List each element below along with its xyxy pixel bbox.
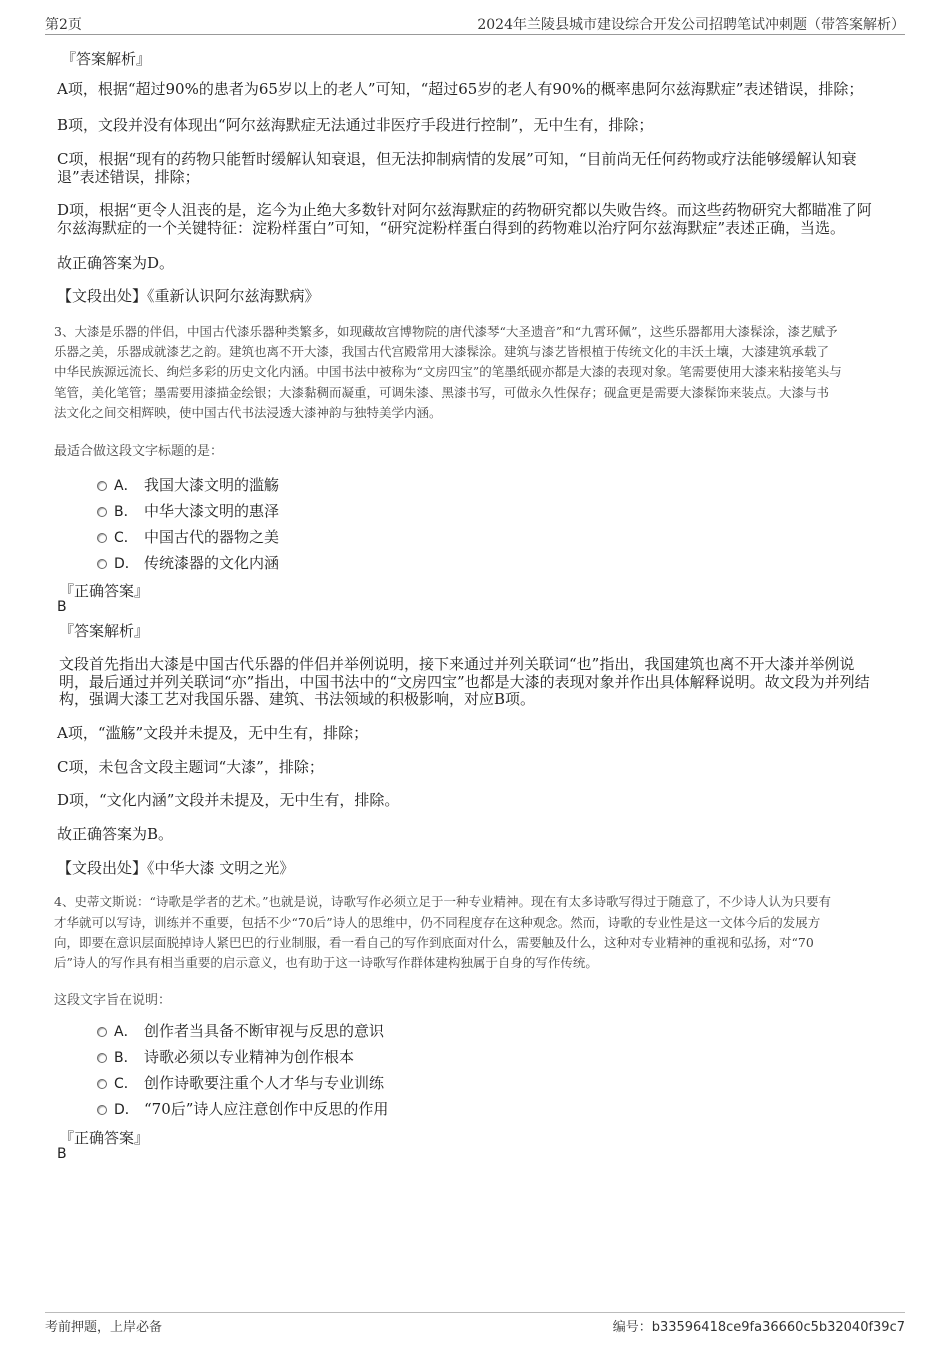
page-footer xyxy=(45,1312,905,1337)
correct-answer-label: 『正确答案』 xyxy=(59,1129,150,1147)
question-stem-line: 3、大漆是乐器的伴侣，中国古代漆乐器种类繁多，如现藏故宫博物院的唐代漆琴“大圣遗音”和“九霄环佩”，这些乐器都用大漆髹涂，漆艺赋予 xyxy=(54,324,838,339)
option-c[interactable]: C． 中国古代的器物之美 xyxy=(97,526,279,548)
radio-button[interactable] xyxy=(97,559,107,569)
radio-button[interactable] xyxy=(97,1053,107,1063)
document-code xyxy=(613,1316,905,1335)
radio-button[interactable] xyxy=(97,1027,107,1037)
analysis-label: 『答案解析』 xyxy=(61,50,152,68)
question-stem-line: 法文化之间交相辉映，使中国古代书法浸透大漆神韵与独特美学内涵。 xyxy=(54,405,442,420)
option-text: 传统漆器的文化内涵 xyxy=(144,554,280,572)
question-stem-line: 4、史蒂文斯说：“诗歌是学者的艺术。”也就是说，诗歌写作必须立足于一种专业精神。现在有太多诗歌写得过于随意了，不少诗人认为只要有 xyxy=(54,894,831,909)
option-text: “70后”诗人应注意创作中反思的作用 xyxy=(144,1100,389,1118)
option-text: 创作诗歌要注重个人才华与专业训练 xyxy=(144,1074,385,1092)
conclusion-line: 故正确答案为B。 xyxy=(57,825,174,843)
radio-button[interactable] xyxy=(97,507,107,517)
option-text: 中华大漆文明的惠泽 xyxy=(144,502,280,520)
radio-button[interactable] xyxy=(97,1105,107,1115)
option-b[interactable]: B． 中华大漆文明的惠泽 xyxy=(97,500,279,522)
option-text: 我国大漆文明的滥觞 xyxy=(144,476,280,494)
analysis-line: C项，根据“现有的药物只能暂时缓解认知衰退，但无法抑制病情的发展”可知，“目前尚无任何药物或疗法能够缓解认知衰 xyxy=(57,150,857,168)
correct-answer-label: 『正确答案』 xyxy=(59,582,150,600)
option-b[interactable]: B． 诗歌必须以专业精神为创作根本 xyxy=(97,1046,354,1068)
analysis-label: 『答案解析』 xyxy=(59,622,150,640)
option-a[interactable]: A． 我国大漆文明的滥觞 xyxy=(97,474,279,496)
question-stem-line: 乐器之美，乐器成就漆艺之韵。建筑也离不开大漆，我国古代宫殿常用大漆髹涂。建筑与漆艺皆根植于传统文化的丰沃土壤，大漆建筑承载了 xyxy=(54,344,830,359)
document-code-label: 编号： xyxy=(612,1320,652,1335)
radio-button[interactable] xyxy=(97,533,107,543)
option-a[interactable]: A． 创作者当具备不断审视与反思的意识 xyxy=(97,1020,384,1042)
question-stem-line: 中华民族源远流长、绚烂多彩的历史文化内涵。中国书法中被称为“文房四宝”的笔墨纸砚亦都是大漆的表现对象。笔需要使用大漆来粘接笔头与 xyxy=(54,364,842,379)
radio-button[interactable] xyxy=(97,1079,107,1089)
question-prompt: 最适合做这段文字标题的是： xyxy=(54,444,224,459)
option-text: 中国古代的器物之美 xyxy=(144,528,280,546)
source-citation: 【文段出处】《重新认识阿尔兹海默病》 xyxy=(57,287,320,305)
page-header xyxy=(45,12,905,35)
analysis-line: 尔兹海默症的一个关键特征：淀粉样蛋白”可知，“研究淀粉样蛋白得到的药物难以治疗阿尔兹海默症”表述正确，当选。 xyxy=(57,219,846,237)
option-text: 创作者当具备不断审视与反思的意识 xyxy=(144,1022,385,1040)
correct-answer: B xyxy=(57,599,67,615)
document-title: 2024年兰陵县城市建设综合开发公司招聘笔试冲刺题（带答案解析） xyxy=(477,17,905,33)
analysis-line: A项，“滥觞”文段并未提及，无中生有，排除； xyxy=(57,724,369,742)
source-citation: 【文段出处】《中华大漆 文明之光》 xyxy=(57,859,295,877)
analysis-line: 明，最后通过并列关联词“亦”指出，中国书法中的“文房四宝”也都是大漆的表现对象并作出具体解释说明。故文段为并列结 xyxy=(59,673,870,691)
analysis-line: C项，未包含文段主题词“大漆”，排除； xyxy=(57,758,324,776)
question-stem-line: 向，即要在意识层面脱掉诗人紧巴巴的行业制服，看一看自己的写作到底面对什么，需要触及什么，这种对专业精神的重视和弘扬，对“70 xyxy=(54,935,814,950)
option-d[interactable]: D． 传统漆器的文化内涵 xyxy=(97,552,279,574)
option-text: 诗歌必须以专业精神为创作根本 xyxy=(144,1048,355,1066)
analysis-line: 构，强调大漆工艺对我国乐器、建筑、书法领域的积极影响，对应B项。 xyxy=(59,690,536,708)
radio-button[interactable] xyxy=(97,481,107,491)
correct-answer: B xyxy=(57,1146,67,1162)
analysis-line: D项，“文化内涵”文段并未提及，无中生有，排除。 xyxy=(57,791,400,809)
analysis-line: 文段首先指出大漆是中国古代乐器的伴侣并举例说明，接下来通过并列关联词“也”指出，我国建筑也离不开大漆并举例说 xyxy=(59,655,855,673)
document-code-value: b33596418ce9fa36660c5b32040f39c7 xyxy=(651,1320,905,1335)
question-stem-line: 才华就可以写诗，训练并不重要，包括不少“70后”诗人的思维中，仍不同程度存在这种观念。然而，诗歌的专业性是这一文体今后的发展方 xyxy=(54,915,821,930)
analysis-line: 退”表述错误，排除； xyxy=(57,168,200,186)
option-d[interactable]: D． “70后”诗人应注意创作中反思的作用 xyxy=(97,1098,388,1120)
option-c[interactable]: C． 创作诗歌要注重个人才华与专业训练 xyxy=(97,1072,384,1094)
question-prompt: 这段文字旨在说明： xyxy=(54,993,172,1008)
footer-slogan: 考前押题，上岸必备 xyxy=(45,1320,163,1335)
question-stem-line: 后”诗人的写作具有相当重要的启示意义，也有助于这一诗歌写作群体建构独属于自身的写作传统。 xyxy=(54,955,598,970)
question-stem-line: 笔管，美化笔管；墨需要用漆描金绘银；大漆黏稠而凝重，可调朱漆、黑漆书写，可做永久性保存；砚盒更是需要大漆髹饰来装点。大漆与书 xyxy=(54,385,830,400)
conclusion-line: 故正确答案为D。 xyxy=(57,254,175,272)
analysis-line: D项，根据“更令人沮丧的是，迄今为止绝大多数针对阿尔兹海默症的药物研究都以失败告终。而这些药物研究大都瞄准了阿 xyxy=(57,201,872,219)
analysis-line: A项，根据“超过90%的患者为65岁以上的老人”可知，“超过65岁的老人有90%的概率患阿尔兹海默症”表述错误，排除； xyxy=(57,80,864,98)
page-number: 第2页 xyxy=(45,17,82,33)
analysis-line: B项，文段并没有体现出“阿尔兹海默症无法通过非医疗手段进行控制”，无中生有，排除； xyxy=(57,116,654,134)
